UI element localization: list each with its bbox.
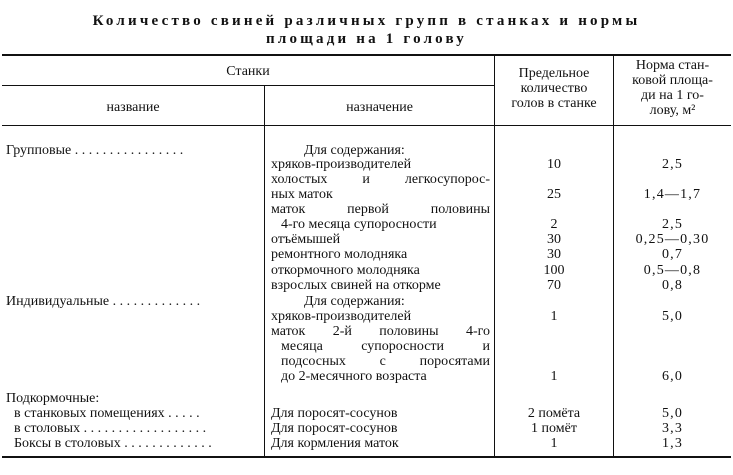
row-name-sub: в столовых . . . . . . . . . . . . . . . . . . xyxy=(14,421,207,436)
limit-value: 30 xyxy=(547,232,561,247)
row-name-sub: в станковых помещениях . . . . . xyxy=(14,406,200,421)
purpose-text: 4-го месяца супоросности xyxy=(281,217,437,232)
norm-value: 2,5 xyxy=(661,217,684,232)
limit-value: 70 xyxy=(547,278,561,293)
header-limit-2: количество xyxy=(520,81,588,96)
purpose-text: взрослых свиней на откорме xyxy=(271,278,441,293)
purpose-text: холостых и легкосупорос- xyxy=(271,172,490,187)
norm-value: 5,0 xyxy=(661,309,684,324)
purpose-text: маток первой половины xyxy=(271,202,490,217)
row-name-feeding: Подкормочные: xyxy=(6,391,100,406)
header-norm-3: ди на 1 го- xyxy=(641,88,704,103)
individual-intro: Для содержания: xyxy=(304,294,405,309)
norm-value: 6,0 xyxy=(661,369,684,384)
limit-value: 1 xyxy=(550,436,558,451)
limit-value: 2 xyxy=(550,217,558,232)
norm-value: 0,7 xyxy=(661,247,684,262)
limit-value: 25 xyxy=(547,187,561,202)
header-limit-3: голов в станке xyxy=(511,96,597,111)
row-name-individual: Индивидуальные . . . . . . . . . . . . . xyxy=(6,294,201,309)
rule-bottom xyxy=(2,456,731,458)
limit-value: 1 xyxy=(550,309,558,324)
header-stanki: Станки xyxy=(226,64,270,79)
header-norm-2: ковой площа- xyxy=(632,73,713,88)
row-name-boxes: Боксы в столовых . . . . . . . . . . . . . xyxy=(14,436,212,451)
purpose-text: откормочного молодняка xyxy=(271,263,420,278)
purpose-text: хряков-производителей xyxy=(271,157,412,172)
rule-top xyxy=(2,54,731,56)
purpose-text: ных маток xyxy=(271,187,333,202)
purpose-text: месяца супоросности и xyxy=(281,339,490,354)
purpose-text: Для кормления маток xyxy=(271,436,399,451)
col-divider-1 xyxy=(264,86,265,456)
norm-value: 0,25—0,30 xyxy=(635,232,710,247)
header-norm-1: Норма стан- xyxy=(635,58,710,73)
purpose-text: ремонтного молодняка xyxy=(271,247,408,262)
limit-value: 1 xyxy=(550,369,558,384)
norm-value: 1,4—1,7 xyxy=(643,187,702,202)
limit-value: 1 помёт xyxy=(531,421,577,436)
row-name-group: Групповые . . . . . . . . . . . . . . . . xyxy=(6,143,184,158)
header-naznachenie: назначение xyxy=(346,100,413,115)
header-nazvanie: название xyxy=(106,100,160,115)
group-intro: Для содержания: xyxy=(304,143,405,158)
norm-value: 2,5 xyxy=(661,157,684,172)
purpose-text: маток 2-й половины 4-го xyxy=(271,324,490,339)
header-norm-4: лову, м² xyxy=(649,103,696,118)
limit-value: 2 помёта xyxy=(527,406,581,421)
limit-value: 10 xyxy=(547,157,561,172)
norm-value: 0,5—0,8 xyxy=(643,263,702,278)
norm-value: 3,3 xyxy=(661,421,684,436)
limit-value: 30 xyxy=(547,247,561,262)
purpose-text: до 2-месячного возраста xyxy=(281,369,427,384)
header-limit-1: Предельное xyxy=(518,66,590,81)
purpose-text: хряков-производителей xyxy=(271,309,412,324)
table-title-line2: площади на 1 голову xyxy=(265,31,467,47)
purpose-text: Для поросят-сосунов xyxy=(271,421,398,436)
purpose-text: отъёмышей xyxy=(271,232,341,247)
purpose-text: Для поросят-сосунов xyxy=(271,406,398,421)
limit-value: 100 xyxy=(543,263,565,278)
purpose-text: подсосных с поросятами xyxy=(281,354,490,369)
norm-value: 0,8 xyxy=(661,278,684,293)
norm-value: 5,0 xyxy=(661,406,684,421)
table-title-line1: Количество свиней различных групп в станках и нормы xyxy=(92,13,641,29)
norm-value: 1,3 xyxy=(661,436,684,451)
rule-header-bottom xyxy=(2,125,731,126)
rule-stanki xyxy=(2,85,494,86)
